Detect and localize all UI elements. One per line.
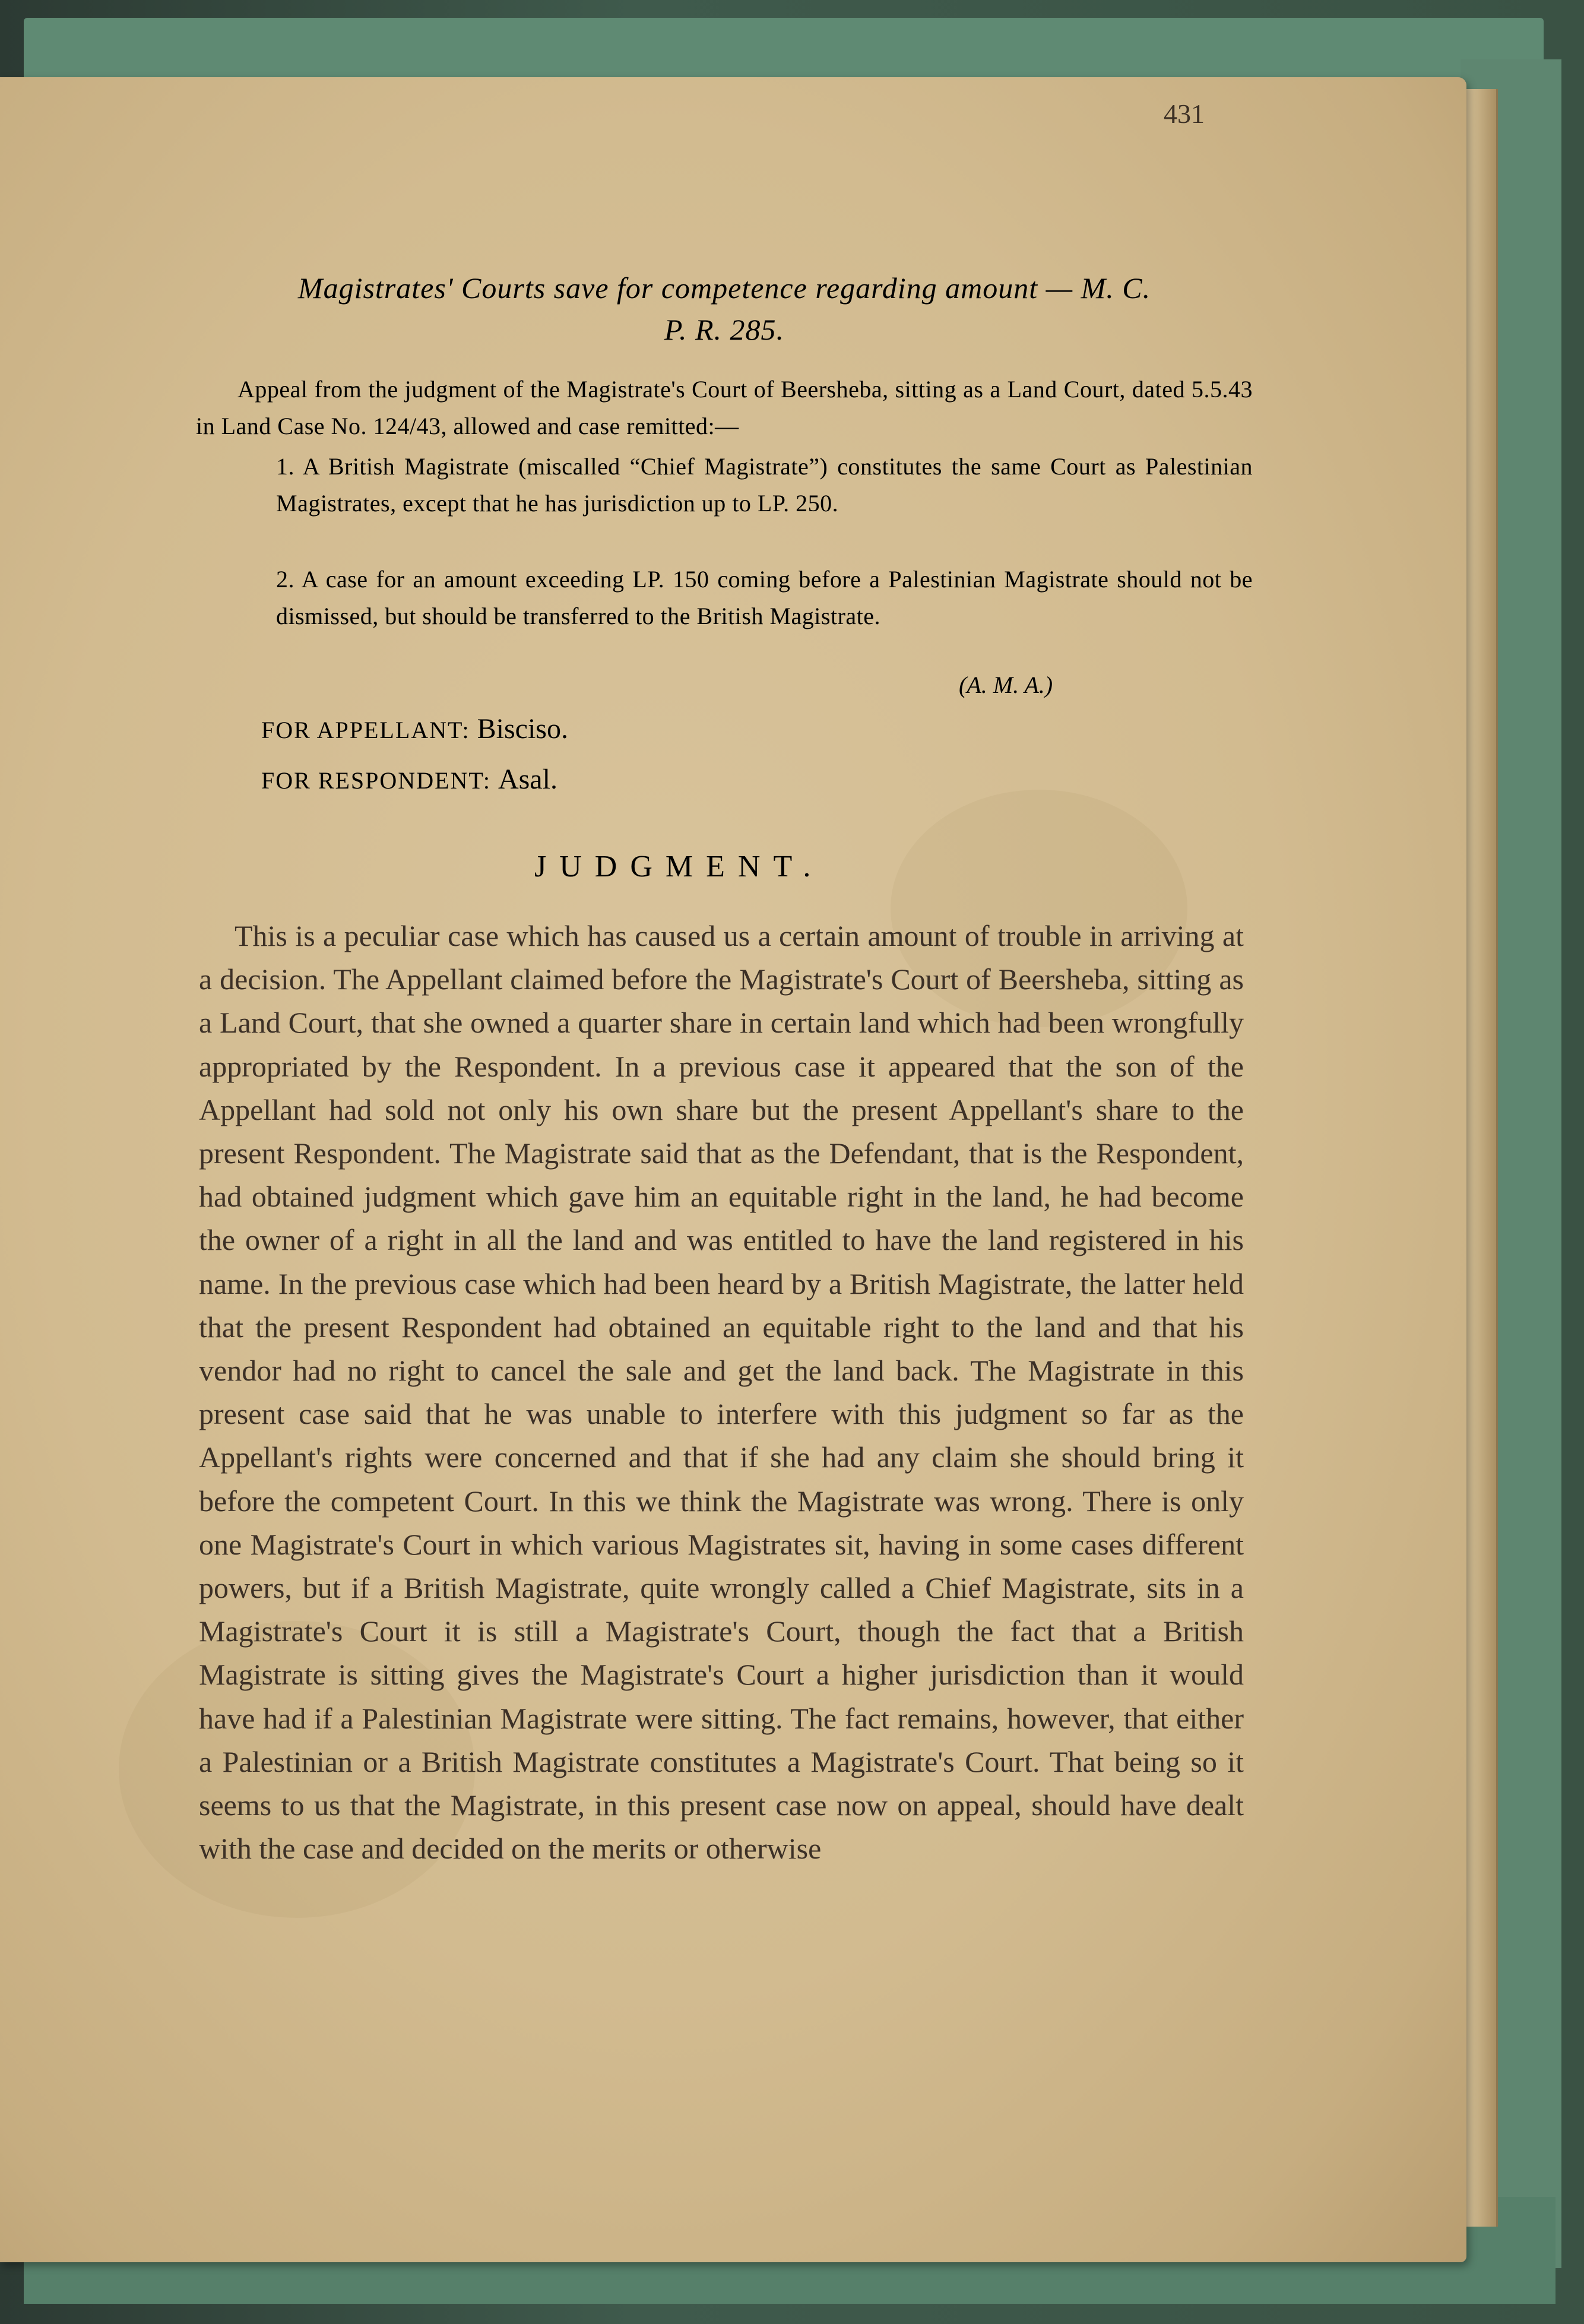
headnote-italic	[196, 267, 1253, 350]
judgment-heading: JUDGMENT.	[534, 850, 824, 884]
counsel-role: FOR RESPONDENT:	[261, 767, 491, 794]
appeal-summary: Appeal from the judgment of the Magistrate's Court of Beersheba, sitting as a Land Court, dated 5.5.43 in Land Case No. 124/43, allowed and case remitted:—	[196, 376, 1253, 439]
headnote-italic-line1: Magistrates' Courts save for competence regarding amount — M. C.	[297, 271, 1151, 305]
judgment-body: This is a peculiar case which has caused us a certain amount of trouble in arriving at a decision. The Appellant claimed before the Magistrate's Court of Beersheba, sitting as a Land Court, that she owned a quarter share in certain land which had been wrongfully appropriated by the Respondent. In a previous case it appeared that the son of the Appellant had sold not only his own share but the present Appellant's share to the present Respondent. The Magistrate said that as the Defendant, that is the Respondent, had obtained judgment which gave him an equitable right in the land, he had become the owner of a right in all the land and was entitled to have the land registered in his name. In the previous case which had been heard by a British Magistrate, the latter held that the present Respondent had obtained an equitable right to the land and that his vendor had no right to cancel the sale and get the land back. The Magistrate in this present case said that he was unable to interfere with this judgment so far as the Appellant's rights were concerned and that if she had any claim she should bring it before the competent Court. In this we think the Magistrate was wrong. There is only one Magistrate's Court in which various Magistrates sit, having in some cases different powers, but if a British Magistrate, quite wrongly called a Chief Magistrate, sits in a Magistrate's Court it is still a Magistrate's Court, though the fact that a British Magistrate is sitting gives the Magistrate's Court a higher jurisdiction than it would have had if a Palestinian Magistrate were sitting. The fact remains, however, that either a Palestinian or a British Magistrate constitutes a Magistrate's Court. That being so it seems to us that the Magistrate, in this present case now on appeal, should have dealt with the case and decided on the merits or otherwise	[199, 919, 1244, 1866]
editor-initials: (A. M. A.)	[959, 672, 1053, 698]
headnote-point: 1. A British Magistrate (miscalled “Chief Magistrate”) constitutes the same Court as Palestinian Magistrates, except that he has jurisdiction up to LP. 250.	[276, 453, 1253, 517]
headnote-italic-line2: P. R. 285.	[664, 313, 785, 346]
headnote-point: 2. A case for an amount exceeding LP. 150 coming before a Palestinian Magistrate should not be dismissed, but should be transferred to the British Magistrate.	[276, 566, 1253, 629]
counsel-name: Bisciso.	[477, 713, 568, 745]
page-number: 431	[1164, 99, 1205, 129]
counsel-appellant	[261, 713, 568, 745]
counsel-respondent	[261, 763, 557, 796]
counsel-name: Asal.	[498, 764, 557, 795]
counsel-role: FOR APPELLANT:	[261, 717, 470, 743]
